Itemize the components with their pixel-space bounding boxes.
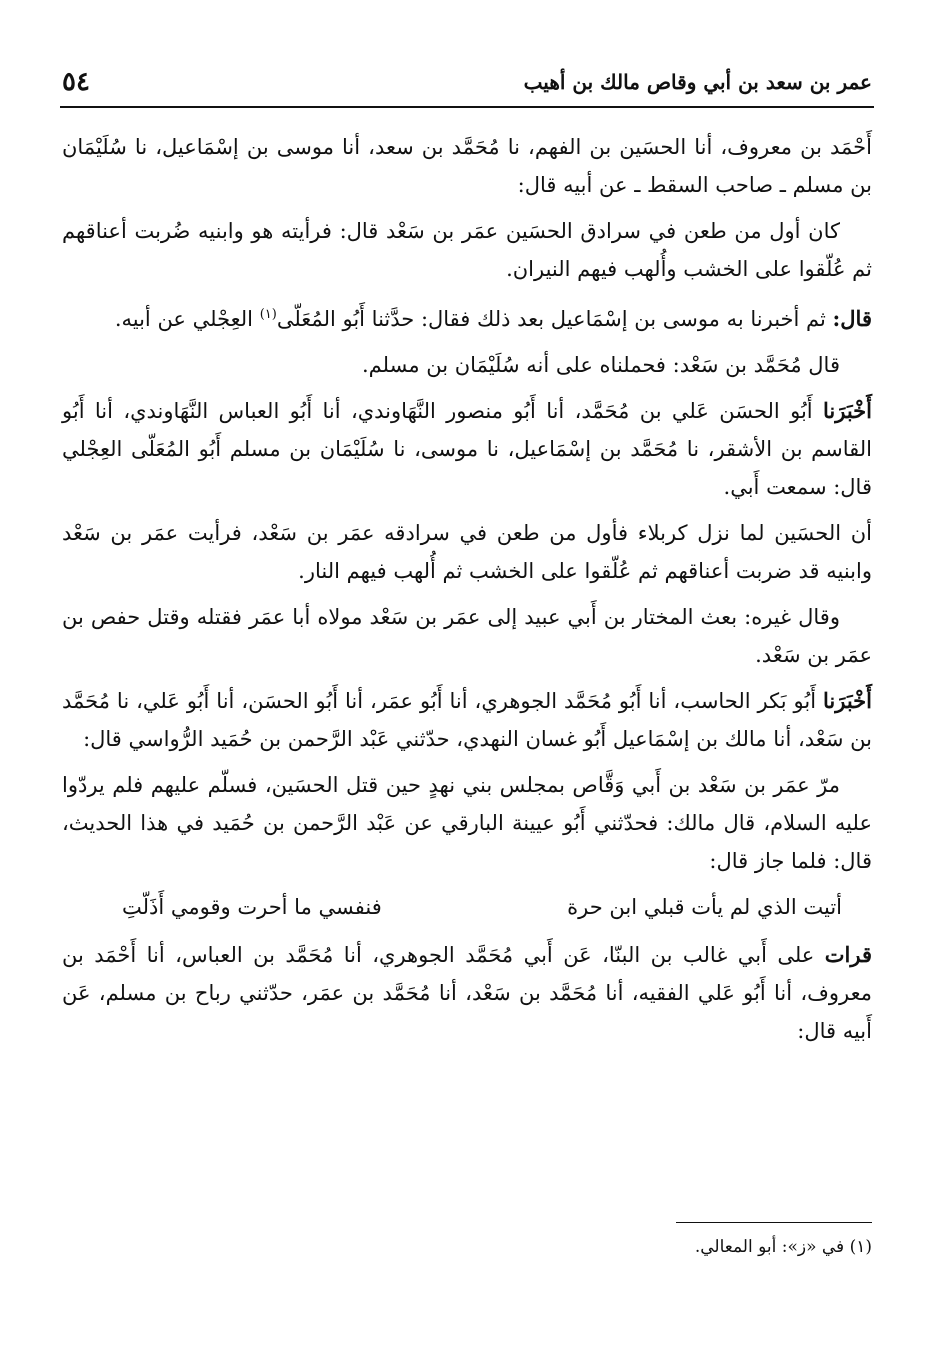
paragraph-text: قال مُحَمَّد بن سَعْد: فحملناه على أنه سُلَيْمَان بن مسلم. — [361, 353, 840, 377]
paragraph-text: أَحْمَد بن معروف، أنا الحسَين بن الفهم، نا مُحَمَّد بن سعد، أنا موسى بن إسْمَاعيل، نا سُلَيْمَان بن مسلم ـ صاحب السقط ـ عن أبيه قال: — [62, 135, 872, 197]
running-title: عمر بن سعد بن أبي وقاص مالك بن أهيب — [523, 70, 872, 94]
paragraph-text: أن الحسَين لما نزل كربلاء فأول من طعن في سرادقه عمَر بن سَعْد، فرأيت عمَر بن سَعْد وابنيه قد ضربت أعناقهم ثم عُلّقوا على الخشب ثم أُلهب فيهم النار. — [62, 521, 872, 583]
verse-second-hemistich: فنفسي ما أحرت وقومي أَذَلّتِ — [122, 895, 382, 919]
paragraph-text: أَبُو بَكر الحاسب، أنا أَبُو مُحَمَّد الجوهري، أنا أَبُو عمَر، أنا أَبُو الحسَن، أنا أَبُو عَلي، نا مُحَمَّد بن سَعْد، أنا مالك بن إسْمَاعيل أَبُو غسان النهدي، حدّثني عَبْد الرَّحمن بن حُمَيد الرُّواسي قال: — [62, 689, 872, 751]
paragraph — [62, 346, 872, 384]
footnote-marker: (١) — [259, 307, 277, 322]
paragraph — [62, 296, 872, 338]
paragraph-text: أَبُو الحسَن عَلي بن مُحَمَّد، أنا أَبُو منصور النَّهَاوندي، أنا أَبُو العباس النَّهَاوندي، أنا أَبُو القاسم بن الأشقر، نا مُحَمَّد بن إسْمَاعيل، نا موسى، نا سُلَيْمَان بن مسلم أَبُو المُعَلّى العِجْلي قال: سمعت أَبي. — [62, 399, 872, 499]
paragraph-text-continued: العِجْلي عن أبيه. — [114, 307, 254, 331]
paragraph-lead: أَخْبَرَنا — [823, 688, 872, 713]
verse-first-hemistich: أتيت الذي لم يأت قبلي ابن حرة — [567, 895, 842, 919]
paragraph — [62, 392, 872, 506]
paragraph-text: على أَبي غالب بن البنّا، عَن أَبي مُحَمَّد الجوهري، أنا مُحَمَّد بن العباس، أنا أَحْمَد بن معروف، أنا أَبُو عَلي الفقيه، أنا مُحَمَّد بن سَعْد، أنا مُحَمَّد بن عمَر، حدّثني رباح بن مسلم، عَن أَبيه قال: — [62, 943, 872, 1043]
paragraph — [62, 128, 872, 204]
paragraph-text: ثم أخبرنا به موسى بن إسْمَاعيل بعد ذلك فقال: حدَّثنا أَبُو المُعَلّى — [276, 307, 826, 331]
footnote-divider — [676, 1222, 872, 1223]
page-header — [62, 62, 872, 102]
paragraph — [62, 936, 872, 1050]
paragraph-lead: أَخْبَرَنا — [823, 398, 872, 423]
page-body — [62, 128, 872, 1058]
footnote: (١) في «ز»: أبو المعالي. — [694, 1237, 872, 1257]
paragraph — [62, 514, 872, 590]
paragraph — [62, 766, 872, 880]
paragraph — [62, 598, 872, 674]
paragraph-text: وقال غيره: بعث المختار بن أَبي عبيد إلى عمَر بن سَعْد مولاه أبا عمَر فقتله وقتل حفص بن عمَر بن سَعْد. — [62, 605, 872, 667]
paragraph-text: كان أول من طعن في سرادق الحسَين عمَر بن سَعْد قال: فرأيته هو وابنيه ضُربت أعناقهم ثم عُلّقوا على الخشب وأُلهب فيهم النيران. — [62, 219, 872, 281]
paragraph-lead: قرات — [824, 942, 872, 967]
page-number: ٥٤ — [62, 67, 90, 97]
poetry-verse — [62, 888, 872, 926]
paragraph-text: مرّ عمَر بن سَعْد بن أَبي وَقَّاص بمجلس بني نهدٍ حين قتل الحسَين، فسلّم عليهم فلم يردّوا عليه السلام، قال مالك: فحدّثني أَبُو عيينة البارقي عن عَبْد الرَّحمن بن حُمَيد في هذا الحديث، قال: فلما جاز قال: — [62, 773, 872, 873]
paragraph — [62, 682, 872, 758]
paragraph — [62, 212, 872, 288]
header-divider — [60, 106, 874, 108]
paragraph-lead: قال: — [832, 306, 872, 331]
